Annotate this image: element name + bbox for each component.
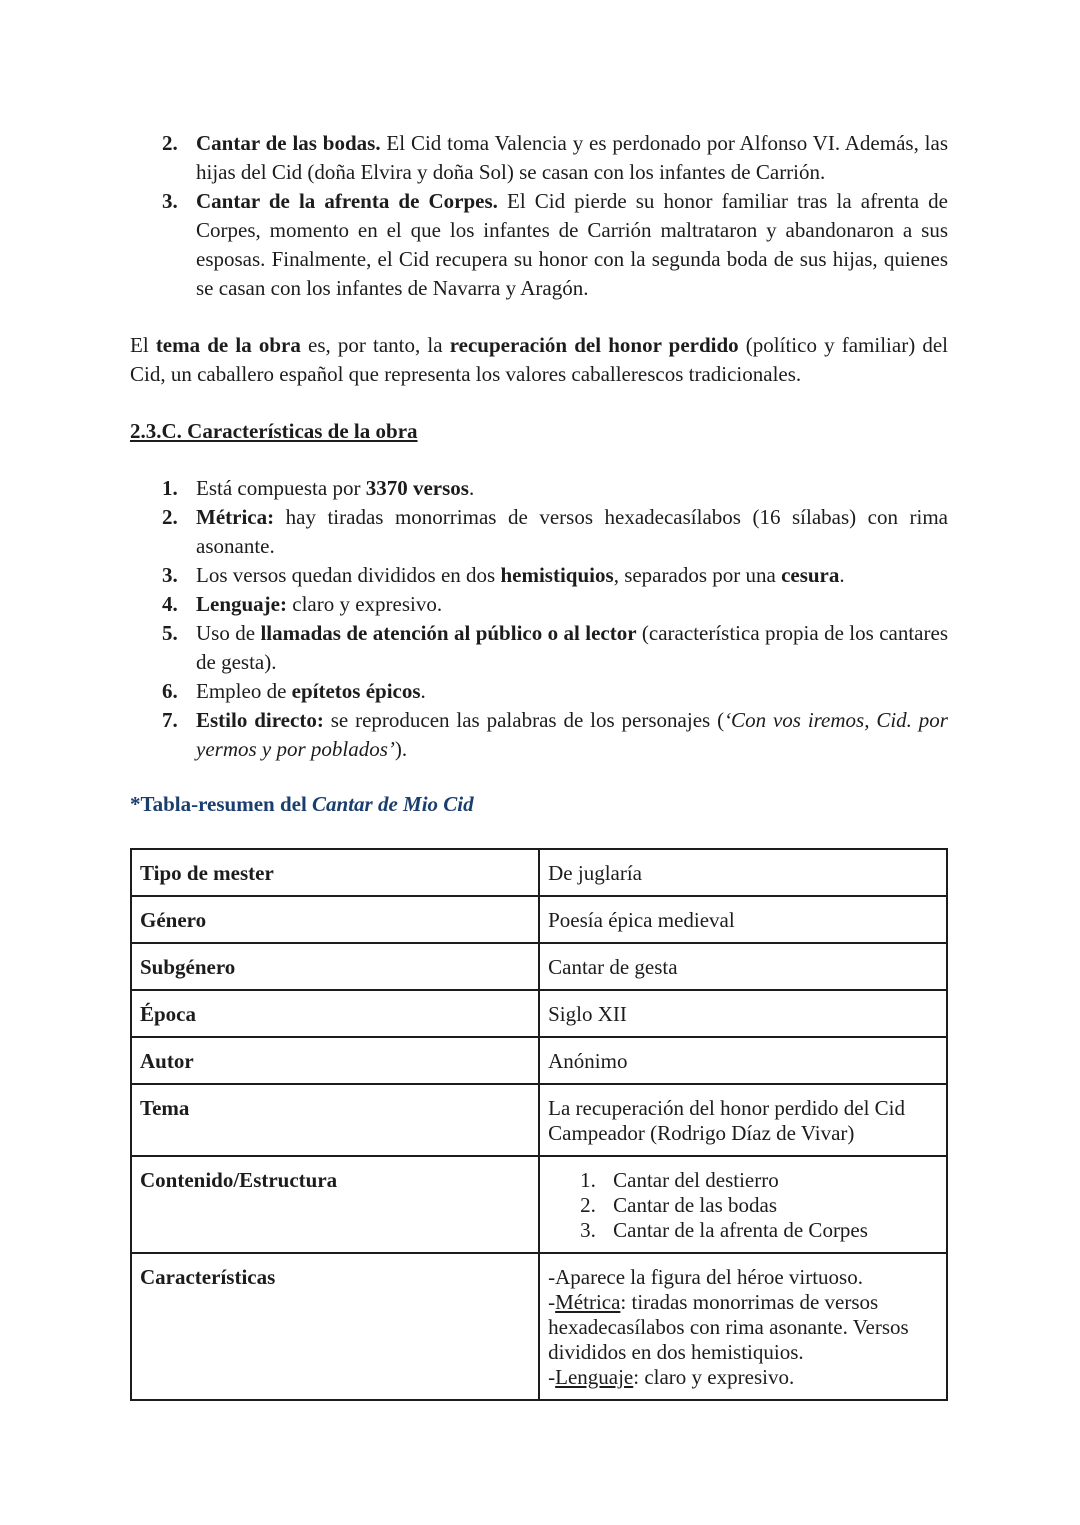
list-item: [130, 619, 948, 677]
bold-run: recuperación del honor perdido: [449, 333, 739, 357]
text-run: , separados por una: [613, 563, 782, 587]
list-number: 3.: [580, 1218, 596, 1242]
characteristics-list: [130, 474, 948, 764]
underlined-run: Métrica: [555, 1290, 621, 1314]
table-title: [130, 790, 474, 819]
table-value-cell: De juglaría: [539, 849, 947, 896]
summary-table: [130, 848, 948, 1401]
bold-run: cesura: [781, 563, 840, 587]
list-number: 1.: [162, 476, 178, 500]
table-row: [131, 896, 947, 943]
bold-run: 3370 versos: [365, 476, 469, 500]
list-item: [130, 706, 948, 764]
table-value-cell: Cantar de gesta: [539, 943, 947, 990]
table-row: [131, 943, 947, 990]
underlined-run: Lenguaje: [555, 1365, 634, 1389]
text-run: se reproducen las palabras de los personajes (: [323, 708, 725, 732]
text-run: .: [420, 679, 426, 703]
list-item-text: Cantar de la afrenta de Corpes: [613, 1218, 868, 1242]
bold-run: Lenguaje:: [196, 592, 287, 616]
list-item: [580, 1193, 938, 1218]
list-item: [130, 129, 948, 187]
list-number: 3.: [162, 563, 178, 587]
text-run: (característica propia de los cantares de gesta).: [196, 621, 948, 674]
text-run: .: [468, 476, 475, 500]
bold-run: Métrica:: [196, 505, 275, 529]
list-item-title: Cantar de las bodas.: [196, 131, 381, 155]
text-run: es, por tanto, la: [300, 333, 450, 357]
bold-run: epítetos épicos: [291, 679, 421, 703]
table-row: [131, 1156, 947, 1253]
text-run: El: [130, 333, 156, 357]
list-item: [130, 503, 948, 561]
quote-run: ‘Con vos iremos, Cid. por yermos y por poblados’: [196, 708, 948, 761]
table-key-cell: Época: [131, 990, 539, 1037]
list-number: 2.: [162, 131, 178, 155]
list-number: 3.: [162, 189, 178, 213]
table-key-cell: Tema: [131, 1084, 539, 1156]
bold-run: Estilo directo:: [196, 708, 324, 732]
list-number: 1.: [580, 1168, 596, 1192]
italic-run: Cantar de Mio Cid: [312, 792, 474, 816]
list-item: [130, 590, 948, 619]
list-item: [580, 1168, 938, 1193]
list-number: 7.: [162, 708, 178, 732]
list-item-title: Cantar de la afrenta de Corpes.: [196, 189, 498, 213]
text-run: *Tabla-resumen del: [130, 792, 313, 816]
table-key-cell: Autor: [131, 1037, 539, 1084]
table-value-cell: Poesía épica medieval: [539, 896, 947, 943]
structure-sublist: [548, 1168, 938, 1243]
section-heading: 2.3.C. Características de la obra: [130, 419, 418, 443]
table-key-cell: Subgénero: [131, 943, 539, 990]
structure-list: [130, 129, 948, 303]
table-key-cell: Tipo de mester: [131, 849, 539, 896]
table-row: [131, 990, 947, 1037]
list-item: [580, 1218, 938, 1243]
table-value-cell: La recuperación del honor perdido del Cid Campeador (Rodrigo Díaz de Vivar): [539, 1084, 947, 1156]
text-run: Está compuesta por: [196, 476, 366, 500]
table-row: [131, 1037, 947, 1084]
list-number: 2.: [580, 1193, 596, 1217]
text-run: -: [548, 1365, 556, 1389]
text-run: Empleo de: [196, 679, 292, 703]
table-key-cell: Género: [131, 896, 539, 943]
list-item: [130, 677, 948, 706]
list-item: [130, 474, 948, 503]
text-run: .: [839, 563, 845, 587]
text-run: (político y familiar) del Cid, un caballero español que representa los valores caballerescos tradicionales.: [130, 333, 948, 386]
list-number: 6.: [162, 679, 178, 703]
table-row: [131, 1084, 947, 1156]
list-item-text: El Cid pierde su honor familiar tras la afrenta de Corpes, momento en el que los infantes de Carrión maltrataron y abandonaron a sus esposas. Finalmente, el Cid recupera su honor con la segunda boda de sus hijas, quienes se casan con los infantes de Navarra y Aragón.: [196, 189, 948, 300]
table-value-cell: Anónimo: [539, 1037, 947, 1084]
table-key-cell: Contenido/Estructura: [131, 1156, 539, 1253]
table-key-cell: Características: [131, 1253, 539, 1400]
theme-paragraph: [130, 331, 948, 389]
list-item-text: Cantar de las bodas: [613, 1193, 777, 1217]
table-value-cell: [539, 1156, 947, 1253]
list-number: 2.: [162, 505, 178, 529]
list-item: [130, 187, 948, 303]
list-item-text: Cantar del destierro: [613, 1168, 779, 1192]
table-value-cell: Siglo XII: [539, 990, 947, 1037]
text-run: ).: [394, 737, 408, 761]
list-number: 4.: [162, 592, 178, 616]
bold-run: llamadas de atención al público o al lector: [260, 621, 637, 645]
text-run: -: [548, 1290, 556, 1314]
caract-line: [548, 1290, 938, 1365]
text-run: : claro y expresivo.: [633, 1365, 795, 1389]
text-run: : tiradas monorrimas de versos hexadecasílabos con rima asonante. Versos divididos en dos hemistiquios.: [548, 1290, 909, 1364]
table-value-cell: [539, 1253, 947, 1400]
table-row: [131, 849, 947, 896]
caract-line: [548, 1365, 938, 1390]
list-number: 5.: [162, 621, 178, 645]
list-item-text: El Cid toma Valencia y es perdonado por Alfonso VI. Además, las hijas del Cid (doña Elvira y doña Sol) se casan con los infantes de Carrión.: [196, 131, 948, 184]
text-run: claro y expresivo.: [287, 592, 443, 616]
bold-run: hemistiquios: [500, 563, 614, 587]
caract-line: -Aparece la figura del héroe virtuoso.: [548, 1265, 863, 1289]
list-item: [130, 561, 948, 590]
text-run: hay tiradas monorrimas de versos hexadecasílabos (16 sílabas) con rima asonante.: [196, 505, 948, 558]
text-run: Los versos quedan divididos en dos: [196, 563, 501, 587]
bold-run: tema de la obra: [155, 333, 301, 357]
text-run: Uso de: [196, 621, 261, 645]
table-row: [131, 1253, 947, 1400]
